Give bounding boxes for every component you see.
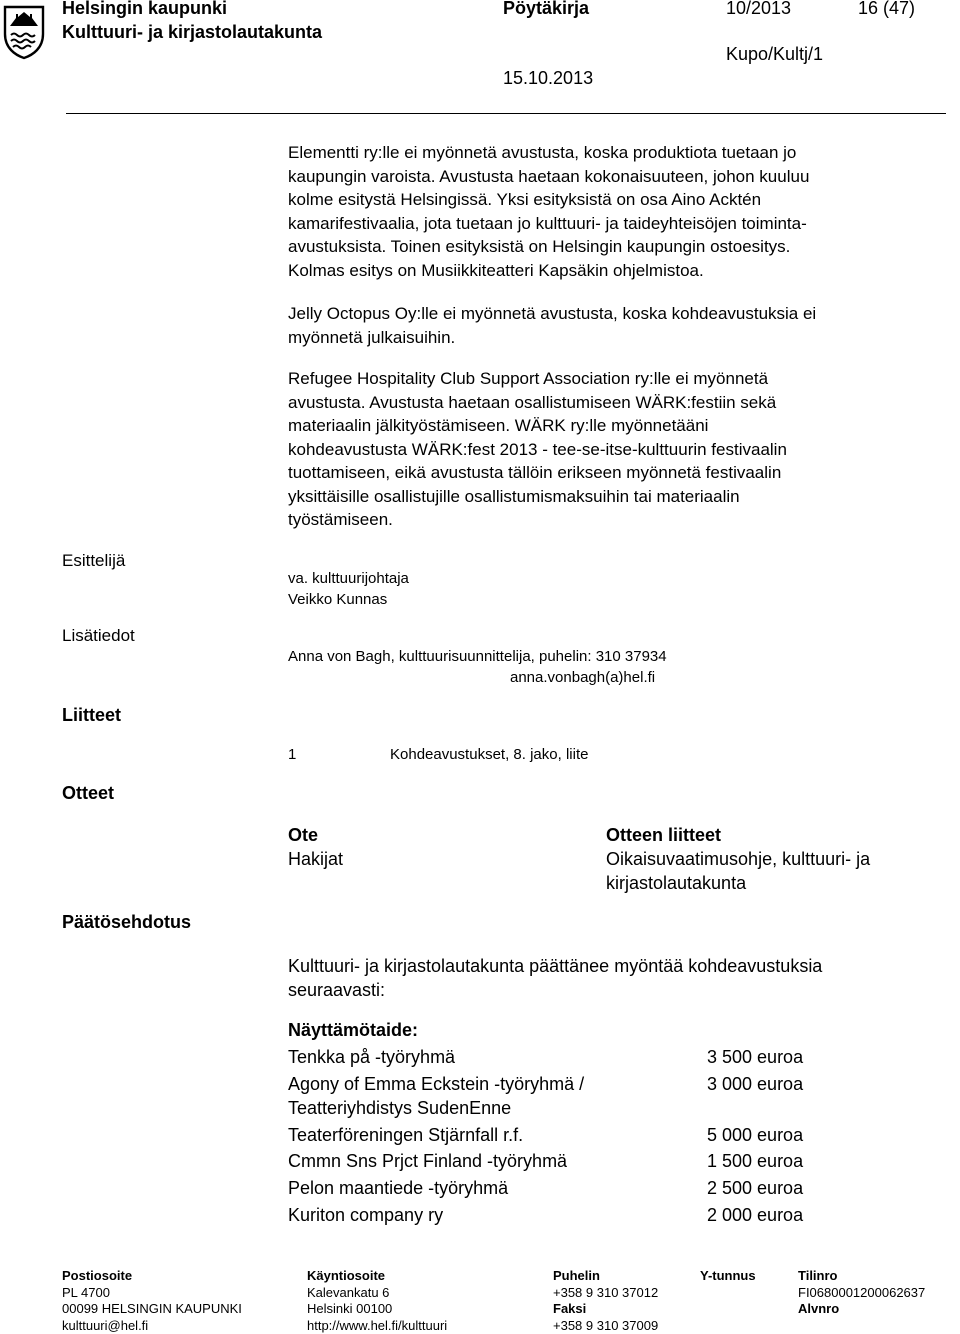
paragraph-line: avustusta. Avustusta haetaan osallistumiseen WÄRK:festiin sekä xyxy=(288,391,938,415)
grant-amount: 5 000 euroa xyxy=(707,1125,803,1146)
footer-business-id xyxy=(700,1268,756,1285)
footer-account xyxy=(798,1268,925,1318)
grant-recipient: Pelon maantiede -työryhmä xyxy=(288,1178,508,1199)
footer-label: Puhelin xyxy=(553,1268,658,1285)
excerpt-column-heading: Ote xyxy=(288,825,318,846)
paragraph-line: Jelly Octopus Oy:lle ei myönnetä avustusta, koska kohdeavustuksia ei xyxy=(288,302,938,326)
footer-value: +358 9 310 37012 xyxy=(553,1285,658,1302)
excerpt-attachments-heading: Otteen liitteet xyxy=(606,825,721,846)
paragraph-line: työstämiseen. xyxy=(288,508,938,532)
contact-email[interactable]: anna.vonbagh(a)hel.fi xyxy=(510,669,655,686)
paragraph-line: Refugee Hospitality Club Support Association ry:lle ei myönnetä xyxy=(288,367,938,391)
presenter-label: Esittelijä xyxy=(62,551,125,571)
grant-recipient: Teatteriyhdistys SudenEnne xyxy=(288,1098,511,1119)
grant-amount: 2 000 euroa xyxy=(707,1205,803,1226)
paragraph-line: myönnetä julkaisuihin. xyxy=(288,326,938,350)
page-number: 16 (47) xyxy=(858,0,915,19)
grant-recipient: Kuriton company ry xyxy=(288,1205,443,1226)
footer-label: Käyntiosoite xyxy=(307,1268,447,1285)
proposal-intro: seuraavasti: xyxy=(288,980,385,1001)
footer-postal-address xyxy=(62,1268,242,1334)
footer-value: +358 9 310 37009 xyxy=(553,1318,658,1334)
grant-recipient: Agony of Emma Eckstein -työryhmä / xyxy=(288,1074,584,1095)
grant-recipient: Cmmn Sns Prjct Finland -työryhmä xyxy=(288,1151,567,1172)
attachments-label: Liitteet xyxy=(62,705,121,726)
footer-label: Alvnro xyxy=(798,1301,925,1318)
excerpt-attachment-line: Oikaisuvaatimusohje, kulttuuri- ja xyxy=(606,849,870,870)
excerpt-recipient: Hakijat xyxy=(288,849,343,870)
presenter-name: Veikko Kunnas xyxy=(288,591,387,608)
decision-paragraph xyxy=(288,302,938,349)
paragraph-line: avustuksista. Toinen esityksistä on Helsingin kaupungin ostoesitys. xyxy=(288,235,938,259)
presenter-title: va. kulttuurijohtaja xyxy=(288,570,409,587)
document-type: Pöytäkirja xyxy=(503,0,589,19)
board-name: Kulttuuri- ja kirjastolautakunta xyxy=(62,22,322,43)
paragraph-line: kolme esitystä Helsingissä. Yksi esityksistä on osa Aino Acktén xyxy=(288,188,938,212)
contact-label: Lisätiedot xyxy=(62,626,135,646)
attachment-number: 1 xyxy=(288,746,296,763)
proposal-label: Päätösehdotus xyxy=(62,912,191,933)
footer-value: Helsinki 00100 xyxy=(307,1301,447,1318)
grant-amount: 3 500 euroa xyxy=(707,1047,803,1068)
document-number: 10/2013 xyxy=(726,0,791,19)
grant-amount: 1 500 euroa xyxy=(707,1151,803,1172)
paragraph-line: kohdeavustusta WÄRK:fest 2013 - tee-se-itse-kulttuurin festivaalin xyxy=(288,438,938,462)
paragraph-line: tuottamiseen, eikä avustusta tällöin erikseen myönnetä festivaalin xyxy=(288,461,938,485)
header-divider xyxy=(66,113,946,114)
attachment-title: Kohdeavustukset, 8. jako, liite xyxy=(390,746,588,763)
grant-recipient: Tenkka på -työryhmä xyxy=(288,1047,455,1068)
excerpt-attachment-line: kirjastolautakunta xyxy=(606,873,746,894)
footer-value: PL 4700 xyxy=(62,1285,242,1302)
footer-value: 00099 HELSINGIN KAUPUNKI xyxy=(62,1301,242,1318)
paragraph-line: yksittäisille osallistujille osallistumismaksuihin tai materiaalin xyxy=(288,485,938,509)
proposal-intro: Kulttuuri- ja kirjastolautakunta päättänee myöntää kohdeavustuksia xyxy=(288,956,822,977)
grant-amount: 2 500 euroa xyxy=(707,1178,803,1199)
footer-value: Kalevankatu 6 xyxy=(307,1285,447,1302)
footer-label: Faksi xyxy=(553,1301,658,1318)
excerpts-label: Otteet xyxy=(62,783,114,804)
decision-paragraph xyxy=(288,367,938,532)
case-reference: Kupo/Kultj/1 xyxy=(726,44,823,65)
city-name: Helsingin kaupunki xyxy=(62,0,227,19)
paragraph-line: Elementti ry:lle ei myönnetä avustusta, koska produktiota tuetaan jo xyxy=(288,141,938,165)
section-title: Näyttämötaide: xyxy=(288,1020,418,1041)
paragraph-line: Kolmas esitys on Musiikkiteatteri Kapsäkin ohjelmistoa. xyxy=(288,259,938,283)
grant-recipient: Teaterföreningen Stjärnfall r.f. xyxy=(288,1125,523,1146)
meeting-date: 15.10.2013 xyxy=(503,68,593,89)
footer-label: Tilinro xyxy=(798,1268,925,1285)
paragraph-line: kamarifestivaalia, jota tuetaan jo kulttuuri- ja taideyhteisöjen toiminta- xyxy=(288,212,938,236)
grant-amount: 3 000 euroa xyxy=(707,1074,803,1095)
paragraph-line: kaupungin varoista. Avustusta haetaan kokonaisuuteen, johon kuuluu xyxy=(288,165,938,189)
paragraph-line: materiaalin jälkityöstämiseen. WÄRK ry:lle myönnetääni xyxy=(288,414,938,438)
helsinki-crest-logo xyxy=(2,4,46,60)
footer-email[interactable]: kulttuuri@hel.fi xyxy=(62,1318,242,1334)
footer-value: FI0680001200062637 xyxy=(798,1285,925,1302)
footer-website[interactable]: http://www.hel.fi/kulttuuri xyxy=(307,1318,447,1334)
contact-person: Anna von Bagh, kulttuurisuunnittelija, puhelin: 310 37934 xyxy=(288,648,667,665)
footer-label: Y-tunnus xyxy=(700,1268,756,1285)
footer-label: Postiosoite xyxy=(62,1268,242,1285)
footer-visiting-address xyxy=(307,1268,447,1334)
footer-phone xyxy=(553,1268,658,1334)
decision-paragraph xyxy=(288,141,938,282)
